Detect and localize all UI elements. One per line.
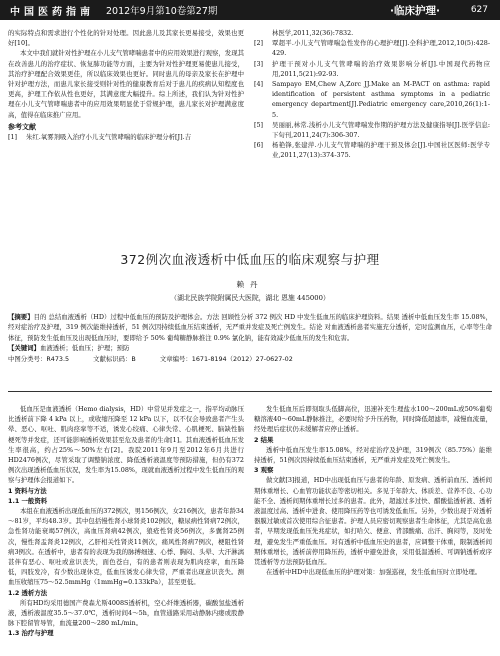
reference-list [8, 132, 244, 142]
reference-number: [2] [254, 39, 264, 48]
paragraph: 本文中我们就针对性护理在小儿支气管哮喘患者中的应用效果进行观察，发现其在改善患儿的治疗症状、恢复肺功能等方面，主要为针对性护理更易使患儿接受，其治疗护理配合效果更佳，所以临床效果也更好。同时患儿的母亲及家长在护理中针对护理方法，而患儿家长接受则针对性的健康教育后对于患儿的疾病认知程度也更高，护理工作依从性也更好，其满意度大幅提升。综上所述，我们认为针对性护理在小儿支气管哮喘患者中的应用效果明显优于常规护理，患儿家长对护理满意度高，值得在临床推广应用。 [8, 49, 244, 119]
classification-row [8, 354, 492, 364]
section-heading: 1.3 治疗与护理 [8, 629, 54, 638]
reference-text: 林医学,2011,32(36):7832. [272, 29, 354, 37]
abstract-block [8, 312, 492, 364]
reference-number [254, 28, 268, 38]
abstract [8, 312, 492, 343]
article-body-left [8, 404, 244, 639]
clc-code: 中图分类号：R473.5 [8, 354, 70, 363]
keywords-text: 血液透析；低血压；护理；预防 [39, 344, 130, 353]
reference-item [254, 140, 490, 160]
reference-number: [3] [254, 59, 264, 68]
reference-number: [6] [254, 141, 264, 150]
paragraph: 低血压是血液透析（Hemo dialysis，HD）中常见并发症之一，指平均动脉压比透析前下降 4 kPa 以上，或收缩压降至 12 kPa 以下，以不仅会导致患者产生头晕、恶心、呕吐、肌肉痉挛等不适，诱发心绞痛、心律失常、心肌梗死、脑缺性脑梗死等并发症，还可能影响透析效果甚至危及患者的生命[1]。其血液透析低血压发生率很高，约占25%～50%左右[2]。我院2011年9月至2012年6月共进行HD2476例次，尽管采取了调整钠浓度、降低透析液温度等预防措施，但仍有372例次出现透析低血压状况，发生率为15.08%，现就血液透析过程中发生低血压的观察与护理体会报道如下。 [8, 405, 244, 485]
reference-text: 护理干预对小儿支气管哮喘的治疗效果影响分析[J].中国现代药物应用,2011,5(21):92-93. [272, 59, 490, 78]
journal-name: 中国医药指南 [10, 6, 94, 18]
keywords [8, 343, 492, 353]
section-name: ·临床护理· [390, 4, 440, 17]
reference-text: 吴丽丽,林常.浅析小儿支气管哮喘发作期的护理方法及健康指导[J].医学信息:下旬刊,2011,24(7):306-307. [272, 120, 490, 140]
paragraph: 发生低血压后即刻取头低脚高位，迅速补充生理盐水100～200mL或50%葡萄糖溶液40～60mL静脉推注，必要时给予升压药物，同时降低超滤率，减慢血流量，经处理后症状仍未缓解者应停止透析。 [254, 405, 492, 434]
reference-number: [1] [8, 133, 18, 142]
article-number: 文章编号：1671-8194（2012）27-0627-02 [159, 354, 293, 363]
reference-number: [4] [254, 80, 264, 89]
reference-text: Sampayo EM,Chew A,Zorc JJ.Make an M-PACT on asthma: rapid identification of persistent asthma symptoms in a pediatric emergency department[J].Pediatric emergency care,2010,26(1):1-5. [272, 80, 490, 119]
page-number: 627 [470, 5, 488, 15]
previous-article-tail-left [8, 28, 244, 142]
section-heading: 1.1 一般资料 [8, 496, 48, 505]
author-affiliation: （湖北民族学院附属民大医院，湖北 恩施 445000） [170, 294, 330, 302]
reference-item [8, 132, 244, 142]
document-code: 文献标识码：B [93, 354, 136, 363]
keywords-label: 【关键词】 [8, 344, 40, 353]
paragraph: 所有HD均采用德国产费森尤斯4008S透析机，空心纤维透析器，碳酸氢盐透析液，透析液温度35.5～37.0℃，透析时间4～5h，血管通路采用动静脉内瘘或股静脉下腔留管导管，血流量200～280 mL/min。 [8, 598, 244, 628]
reference-item [254, 28, 490, 38]
article-body-right [254, 404, 492, 577]
paragraph: 透析中低血压发生率15.08%，经对症治疗及护理，319例次（85.75%）能维持透析，51例次因持续低血压结束透析，无严重并发症及死亡例发生。 [254, 445, 492, 465]
paragraph: 本组在血液透析出现低血压的372例次，男156例次，女216例次，患者年龄34～81岁，平均48.3岁。其中包括慢性肾小球肾炎102例次，糖尿病性肾病72例次，急性肾功能衰竭57例次，高血压肾病42例次，狼疮性肾炎56例次，多囊肾25例次，慢性肾盂肾炎12例次，乙肝相关性肾炎11例次，痛风性肾病7例次，梗阻性肾病3例次。在透析中，患者有的表现为我的脉搏细速、心悸、胸闷、头晕、大汗淋漓甚伴有恶心、呕吐或意识丧失，面色苍白，有的患者则表现为肌肉痉挛，血压降低，四肢发冷，有少数出现休克，低血压诱发心律失常，严重者出现意识丧失。测血压收缩压75～52.5mmHg（1mmHg=0.133kPa），甚至更低。 [8, 507, 244, 587]
reference-number: [5] [254, 120, 264, 129]
previous-article-tail-right [254, 28, 490, 161]
reference-item [254, 79, 490, 120]
abstract-label: 【摘要】 [8, 313, 34, 321]
paragraph: 做文献[3]报道，HD中出现低血压与患者的年龄、原发病、透析前血压、透析间期体重增长、心血管功能状态等密切相关。多见于年龄大、体质差、营养不良、心功能不全、透析间期体重增长过多的患者。此外，超滤过多过快、醋酸盐透析液、透析液温度过高、透析中进食、使用降压药等也可诱发低血压。另外，少数出现于对透析器膜过敏或首次使用综合征患者。护理人员应密切观察患者生命体征，尤其是高危患者，早期发现低血压先兆症状，如打哈欠、便意、背部酸痛、出汗、胸闷等，及时处理，避免发生严重低血压。对有透析中低血压史的患者，应调整干体重，限制透析间期体重增长，透析前停用降压药，透析中避免进食，采用低温透析、可调钠透析或序贯透析等方法预防低血压。 [254, 476, 492, 567]
reference-list [254, 28, 490, 161]
divider [8, 391, 492, 392]
reference-text: 覃超平.小儿支气管哮喘急性发作的心理护理[J].全科护理,2012,10(5):428-429. [272, 39, 490, 58]
paragraph: 的实际特点和需求进行个性化的针对处理。因此患儿及其家长更易接受，效果也更好[10]。 [8, 29, 244, 48]
references-heading: 参考文献 [8, 122, 36, 131]
section-heading: 1 资料与方法 [8, 486, 47, 495]
section-heading: 1.2 透析方法 [8, 588, 48, 597]
article-author: 赖丹 [236, 280, 264, 289]
paragraph: 在透析中HD中出现低血压的护理对策：加强巡视，发生低血压时立即处理。 [266, 568, 482, 577]
abstract-text: 目的 总结血液透析（HD）过程中低血压的预防及护理体会。方法 回顾性分析 372 例次 HD 中发生低血压的临床护理资料。结果 透析中低血压发生率 15.08%，经对症治疗及护理，319 例次能维持透析，51 例次因持续低血压结束透析，无严重并发症及死亡例发生。结论 对血液透析患者实施充分透析，定时监测血压，心率等生命体征，预防发生低血压及出现低血压时，要即给予 50% 葡萄糖静脉推注 0.9% 氯化钠，能有效减少低血压的发生和危害。 [8, 313, 492, 342]
reference-item [254, 59, 490, 79]
section-heading: 2 结果 [254, 435, 274, 444]
reference-item [254, 120, 490, 140]
page-header [0, 0, 500, 20]
issue-info: 2012年9月第10卷第27期 [106, 6, 218, 17]
reference-item [254, 38, 490, 58]
reference-text: 杨艳锋,张建萍.小儿支气管哮喘的护理干预及体会[J].中国社区医师:医学专业,2011,27(13):374-375. [272, 141, 490, 160]
article-title: 372例次血液透析中低血压的临床观察与护理 [120, 252, 380, 267]
section-heading: 3 观察 [254, 466, 274, 475]
reference-text: 朱红.氧雾剂吸入治疗小儿支气管哮喘的临床护理分析[J].吉 [26, 133, 191, 142]
